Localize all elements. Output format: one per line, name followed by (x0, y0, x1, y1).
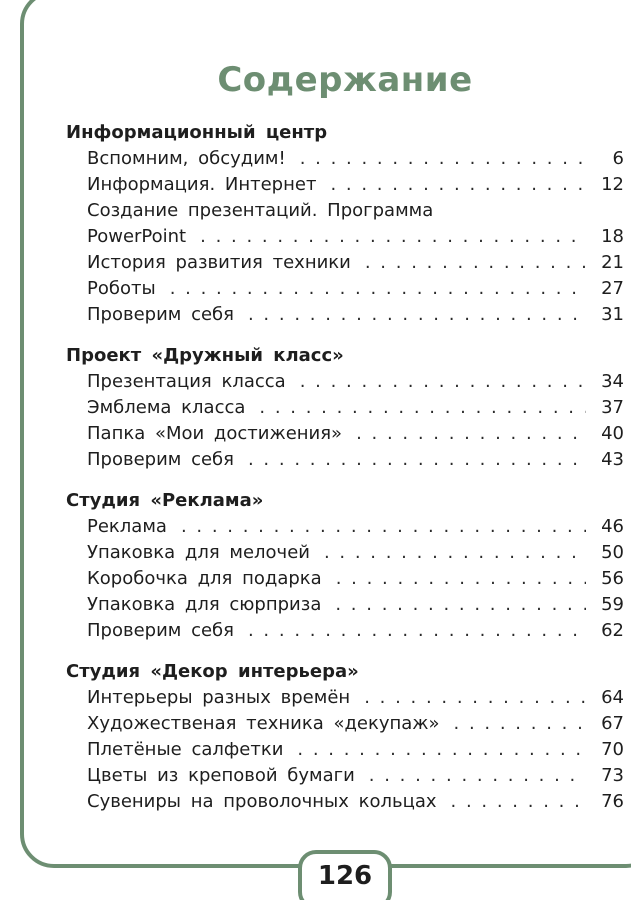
entry-page: 12 (601, 174, 624, 195)
entry-label: Презентация класса (87, 371, 286, 392)
toc-entry[interactable] (66, 447, 624, 473)
section-title: Студия «Реклама» (66, 490, 264, 511)
entry-page: 59 (601, 594, 624, 615)
entry-label: PowerPoint (87, 226, 187, 247)
section-title: Информационный центр (66, 122, 328, 143)
entry-page: 43 (601, 449, 624, 470)
toc-entry[interactable] (66, 592, 624, 618)
toc-entry[interactable] (66, 540, 624, 566)
entry-label: Упаковка для мелочей (87, 542, 310, 563)
dot-leader (335, 592, 586, 618)
dot-leader (336, 566, 586, 592)
dot-leader (170, 276, 586, 302)
section-title: Проект «Дружный класс» (66, 345, 344, 366)
toc-section (66, 120, 624, 328)
toc-entry[interactable] (66, 685, 624, 711)
entry-label: Эмблема класса (87, 397, 246, 418)
toc-entry[interactable] (66, 566, 624, 592)
entry-label: Роботы (87, 278, 156, 299)
entry-label: Проверим себя (87, 620, 234, 641)
entry-page: 50 (601, 542, 624, 563)
toc-entry[interactable] (66, 711, 624, 737)
dot-leader (200, 224, 586, 250)
dot-leader (324, 540, 586, 566)
dot-leader (369, 763, 586, 789)
entry-label: Вспомним, обсудим! (87, 148, 286, 169)
entry-label: История развития техники (87, 252, 351, 273)
entry-page: 21 (601, 252, 624, 273)
entry-label-line1: Создание презентаций. Программа (87, 200, 434, 221)
toc-entry[interactable] (66, 514, 624, 540)
entry-page: 6 (612, 148, 624, 169)
toc-entry[interactable] (66, 737, 624, 763)
entry-label: Цветы из креповой бумаги (87, 765, 355, 786)
entry-label: Проверим себя (87, 449, 234, 470)
toc-section (66, 488, 624, 644)
toc-entry[interactable] (66, 395, 624, 421)
entry-page: 34 (601, 371, 624, 392)
toc-section (66, 659, 624, 815)
toc-entry[interactable] (66, 763, 624, 789)
entry-page: 73 (601, 765, 624, 786)
entry-label: Проверим себя (87, 304, 234, 325)
page-number-badge: 126 (298, 850, 392, 900)
toc-entry[interactable] (66, 421, 624, 447)
entry-page: 40 (601, 423, 624, 444)
dot-leader (330, 172, 586, 198)
entry-page: 76 (601, 791, 624, 812)
toc-entry[interactable] (66, 224, 624, 250)
entry-label: Интерьеры разных времён (87, 687, 351, 708)
toc-entry[interactable] (66, 146, 624, 172)
entry-page: 70 (601, 739, 624, 760)
table-of-contents (66, 120, 624, 815)
toc-entry[interactable] (66, 250, 624, 276)
dot-leader (259, 395, 586, 421)
entry-label: Плетёные салфетки (87, 739, 284, 760)
dot-leader (297, 737, 586, 763)
entry-page: 31 (601, 304, 624, 325)
section-title: Студия «Декор интерьера» (66, 661, 359, 682)
dot-leader (248, 302, 586, 328)
entry-label: Сувениры на проволочных кольцах (87, 791, 437, 812)
entry-page: 67 (601, 713, 624, 734)
entry-label: Папка «Мои достижения» (87, 423, 343, 444)
toc-entry[interactable] (66, 302, 624, 328)
dot-leader (300, 146, 586, 172)
toc-section (66, 343, 624, 473)
toc-entry[interactable] (66, 618, 624, 644)
entry-label: Упаковка для сюрприза (87, 594, 322, 615)
entry-page: 62 (601, 620, 624, 641)
entry-label: Реклама (87, 516, 167, 537)
dot-leader (248, 447, 586, 473)
toc-entry[interactable] (66, 369, 624, 395)
toc-entry[interactable] (66, 789, 624, 815)
page-title: Содержание (217, 60, 473, 100)
entry-label: Коробочка для подарка (87, 568, 322, 589)
dot-leader (248, 618, 586, 644)
toc-entry-first-line[interactable] (66, 198, 624, 224)
entry-page: 46 (601, 516, 624, 537)
toc-entry[interactable] (66, 276, 624, 302)
entry-page: 56 (601, 568, 624, 589)
entry-page: 27 (601, 278, 624, 299)
entry-label: Информация. Интернет (87, 174, 317, 195)
dot-leader (356, 421, 586, 447)
dot-leader (181, 514, 586, 540)
dot-leader (365, 250, 586, 276)
toc-entry[interactable] (66, 172, 624, 198)
entry-label: Художественая техника «декупаж» (87, 713, 440, 734)
dot-leader (364, 685, 586, 711)
entry-page: 37 (601, 397, 624, 418)
entry-page: 64 (601, 687, 624, 708)
dot-leader (454, 711, 586, 737)
dot-leader (300, 369, 586, 395)
dot-leader (451, 789, 586, 815)
entry-page: 18 (601, 226, 624, 247)
